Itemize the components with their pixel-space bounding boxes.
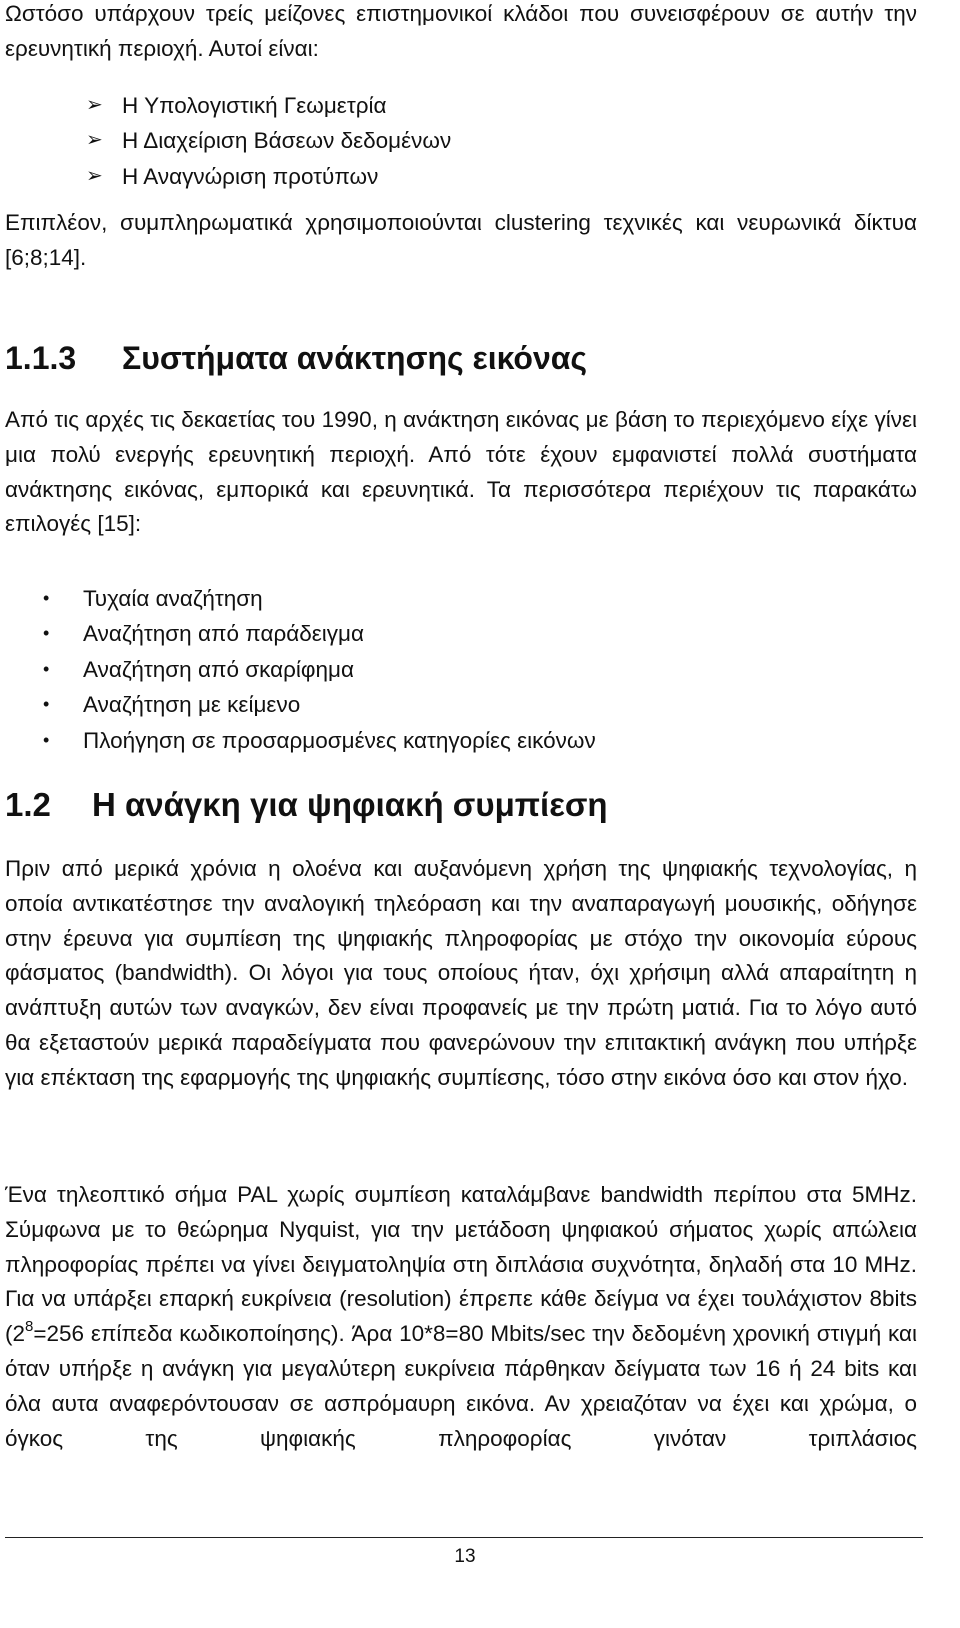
intro-paragraph: Ωστόσο υπάρχουν τρείς μείζονες επιστημονικοί κλάδοι που συνεισφέρουν σε αυτήν την ερευνητική περιοχή. Αυτοί είναι: (5, 1, 917, 61)
arrowhead-bullet-icon: ➢ (86, 94, 103, 116)
section-number: 1.1.3 (5, 340, 77, 376)
retrieval-options-list (43, 581, 596, 758)
fields-note-paragraph: Επιπλέον, συμπληρωματικά χρησιμοποιούνται clustering τεχνικές και νευρωνικά δίκτυα [6;8;14]. (5, 210, 917, 270)
list-item-text: Τυχαία αναζήτηση (83, 586, 263, 611)
arrowhead-bullet-icon: ➢ (86, 129, 103, 152)
pal-signal-paragraph (5, 1178, 917, 1456)
section-title: Η ανάγκη για ψηφιακή συμπίεση (92, 786, 608, 823)
list-item-text: Η Διαχείριση Βάσεων δεδομένων (122, 128, 452, 154)
list-item (86, 88, 451, 123)
section-heading-1-1-3 (5, 340, 587, 377)
paragraph-text: Ένα τηλεοπτικό σήμα PAL χωρίς συμπίεση καταλάμβανε bandwidth περίπου στα 5MHz. Σύμφωνα με το θεώρημα Nyquist, για την μετάδοση ψηφιακού σήματος χωρίς απώλεια πληροφορίας πρέπει να γίνει δειγματοληψία στη διπλάσια συχνότητα, δηλαδή στα 10 MHz. Για να υπάρξει επαρκή ευκρίνεια (resolution) έπρεπε κάθε δείγμα να έχει τουλάχιστον 8bits (2 (5, 1182, 917, 1347)
list-item (43, 616, 596, 651)
list-item-text: Αναζήτηση με κείμενο (83, 692, 301, 718)
list-item (43, 723, 596, 758)
page-number: 13 (454, 1546, 476, 1567)
list-item (43, 652, 596, 687)
compression-need-paragraph: Πριν από μερικά χρόνια η ολοένα και αυξανόμενη χρήση της ψηφιακής τεχνολογίας, η οποία αντικατέστησε την αναλογική τηλεόραση και την αναπαραγωγή μουσικής, οδήγησε στην έρευνα για συμπίεση της ψηφιακής πληροφορίας με στόχο την οικονομία εύρους φάσματος (bandwidth). Οι λόγοι για τους οποίους ήταν, όχι χρήσιμη αλλά απαραίτητη η ανάπτυξη αυτών των αναγκών, δεν είναι προφανείς με την πρώτη ματιά. Για το λόγο αυτό θα εξεταστούν μερικά παραδείγματα που φανερώνουν την επιτακτική ανάγκη που υπήρξε για επέκταση της εφαρμογής της ψηφιακής συμπίεσης, τόσο στην εικόνα όσο και στον ήχο. (5, 856, 917, 1090)
section-heading-1-2 (5, 786, 608, 824)
list-item-text: Η Αναγνώριση προτύπων (122, 163, 379, 189)
footer-divider (5, 1537, 923, 1538)
bullet-dot-icon: • (43, 694, 50, 715)
paragraph-text: =256 επίπεδα κωδικοποίησης). Άρα 10*8=80 Mbits/sec την δεδομένη χρονική στιγμή και όταν υπήρξε η ανάγκη για μεγαλύτερη ευκρίνεια πάρθηκαν δείγματα των 16 ή 24 bits και όλα αυτα αναφερόντουσαν σε ασπρόμαυρη εικόνα. Αν χρειαζόταν να έχει και χρώμα, ο όγκος της ψηφιακής πληροφορίας γινόταν τριπλάσιος (5, 1321, 917, 1451)
list-item (43, 687, 596, 722)
list-item (43, 581, 596, 616)
list-item-text: Η Υπολογιστική Γεωμετρία (122, 93, 387, 118)
bullet-dot-icon: • (43, 658, 50, 679)
bullet-dot-icon: • (43, 623, 50, 644)
section-title: Συστήματα ανάκτησης εικόνας (122, 340, 588, 376)
list-item (86, 159, 451, 194)
list-item-text: Αναζήτηση από σκαρίφημα (83, 656, 354, 682)
research-fields-list (86, 88, 451, 194)
arrowhead-bullet-icon: ➢ (86, 164, 103, 187)
retrieval-systems-paragraph: Από τις αρχές τις δεκαετίας του 1990, η ανάκτηση εικόνας με βάση το περιεχόμενο είχε γίνει μια πολύ ενεργής ερευνητική περιοχή. Από τότε έχουν εμφανιστεί πολλά συστήματα ανάκτησης εικόνας, εμπορικά και ερευνητικά. Τα περισσότερα περιέχουν τις παρακάτω επιλογές [15]: (5, 407, 917, 537)
bullet-dot-icon: • (43, 588, 50, 608)
section-number: 1.2 (5, 786, 51, 823)
list-item-text: Πλοήγηση σε προσαρμοσμένες κατηγορίες εικόνων (83, 727, 596, 753)
superscript-exponent: 8 (25, 1318, 34, 1336)
bullet-dot-icon: • (43, 729, 50, 750)
list-item-text: Αναζήτηση από παράδειγμα (83, 621, 365, 647)
list-item (86, 123, 451, 158)
